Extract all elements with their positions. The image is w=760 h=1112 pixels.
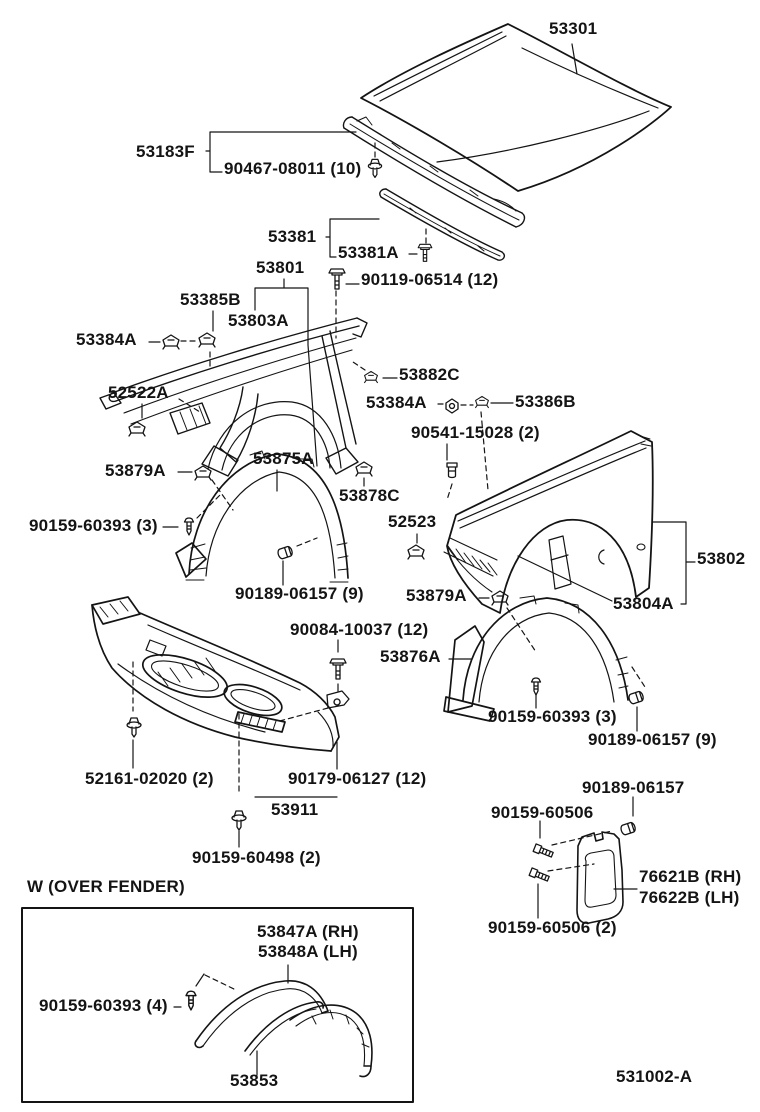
clip-icon — [163, 335, 179, 349]
clip-icon — [408, 545, 424, 559]
clip-icon — [492, 591, 508, 605]
clip-icon — [356, 462, 372, 476]
part-label-53381A: 53381A — [338, 243, 399, 262]
part-label-53879A-left: 53879A — [105, 461, 166, 480]
part-label-90159-60393-right: 90159-60393 (3) — [488, 707, 617, 726]
screw-grommet-icon — [185, 518, 194, 535]
part-label-53853: 53853 — [230, 1071, 279, 1090]
cushion-icon — [447, 463, 457, 478]
push-rivet-icon — [127, 718, 141, 737]
grommet-icon — [628, 691, 644, 705]
part-label-53801: 53801 — [256, 258, 305, 277]
part-label-53878C: 53878C — [339, 486, 400, 505]
part-label-52161-02020: 52161-02020 (2) — [85, 769, 214, 788]
part-label-90467-08011: 90467-08011 (10) — [224, 159, 362, 178]
clip-icon — [476, 396, 489, 407]
part-label-53848A: 53848A (LH) — [258, 942, 358, 961]
grommet-icon — [277, 546, 293, 560]
part-label-53847A: 53847A (RH) — [257, 922, 359, 941]
screw-icon — [529, 868, 550, 883]
part-label-90159-60393-4: 90159-60393 (4) — [39, 996, 168, 1015]
part-label-53911: 53911 — [271, 800, 319, 819]
screw-grommet-icon — [532, 678, 541, 695]
right-fender-panel — [444, 431, 653, 613]
part-label-90189-06157-right: 90189-06157 (9) — [588, 730, 717, 749]
part-label-53879A-right: 53879A — [406, 586, 467, 605]
part-label-53384A-left: 53384A — [76, 330, 137, 349]
screw-icon — [533, 844, 554, 859]
part-label-53385B: 53385B — [180, 290, 241, 309]
part-label-90159-60393-left: 90159-60393 (3) — [29, 516, 158, 535]
clip-icon — [199, 333, 215, 347]
nut-icon — [446, 399, 458, 413]
push-rivet-icon — [232, 811, 246, 830]
part-label-53381: 53381 — [268, 227, 317, 246]
bolt-icon — [418, 244, 432, 261]
part-label-52522A: 52522A — [108, 383, 169, 402]
over-fender-note: W (OVER FENDER) — [27, 877, 185, 896]
part-label-76621B: 76621B (RH) — [639, 867, 742, 886]
part-label-53183F: 53183F — [136, 142, 195, 161]
grommet-icon — [620, 822, 636, 836]
part-label-53803A: 53803A — [228, 311, 289, 330]
part-label-53384A-right: 53384A — [366, 393, 427, 412]
part-label-90541-15028: 90541-15028 (2) — [411, 423, 540, 442]
part-label-90119-06514: 90119-06514 (12) — [361, 270, 499, 289]
hood-panel — [361, 24, 671, 191]
plate-icon — [327, 691, 349, 708]
push-rivet-icon — [368, 159, 381, 177]
bolt-icon — [329, 269, 345, 289]
part-label-53876A: 53876A — [380, 647, 441, 666]
mud-flap — [577, 832, 623, 923]
part-label-52523: 52523 — [388, 512, 437, 531]
part-label-90179-06127: 90179-06127 (12) — [288, 769, 427, 788]
clip-icon — [365, 371, 378, 382]
part-label-90159-60498: 90159-60498 (2) — [192, 848, 321, 867]
part-label-53804A: 53804A — [613, 594, 674, 613]
over-fender-arches — [195, 981, 372, 1077]
part-label-76622B: 76622B (LH) — [639, 888, 740, 907]
part-label-90189-06157-flap: 90189-06157 — [582, 778, 685, 797]
part-label-90159-60506-lower: 90159-60506 (2) — [488, 918, 617, 937]
screw-grommet-icon — [186, 991, 196, 1010]
part-label-53802: 53802 — [697, 549, 746, 568]
part-label-53386B: 53386B — [515, 392, 576, 411]
part-label-90084-10037: 90084-10037 (12) — [290, 620, 429, 639]
part-label-53301: 53301 — [549, 19, 598, 38]
part-label-53882C: 53882C — [399, 365, 460, 384]
part-label-90189-06157-left: 90189-06157 (9) — [235, 584, 364, 603]
part-label-90159-60506-upper: 90159-60506 — [491, 803, 594, 822]
bolt-icon — [330, 659, 346, 679]
diagram-code: 531002-A — [616, 1067, 693, 1086]
part-label-53875A: 53875A — [253, 449, 314, 468]
hood-front-bar — [343, 117, 524, 227]
